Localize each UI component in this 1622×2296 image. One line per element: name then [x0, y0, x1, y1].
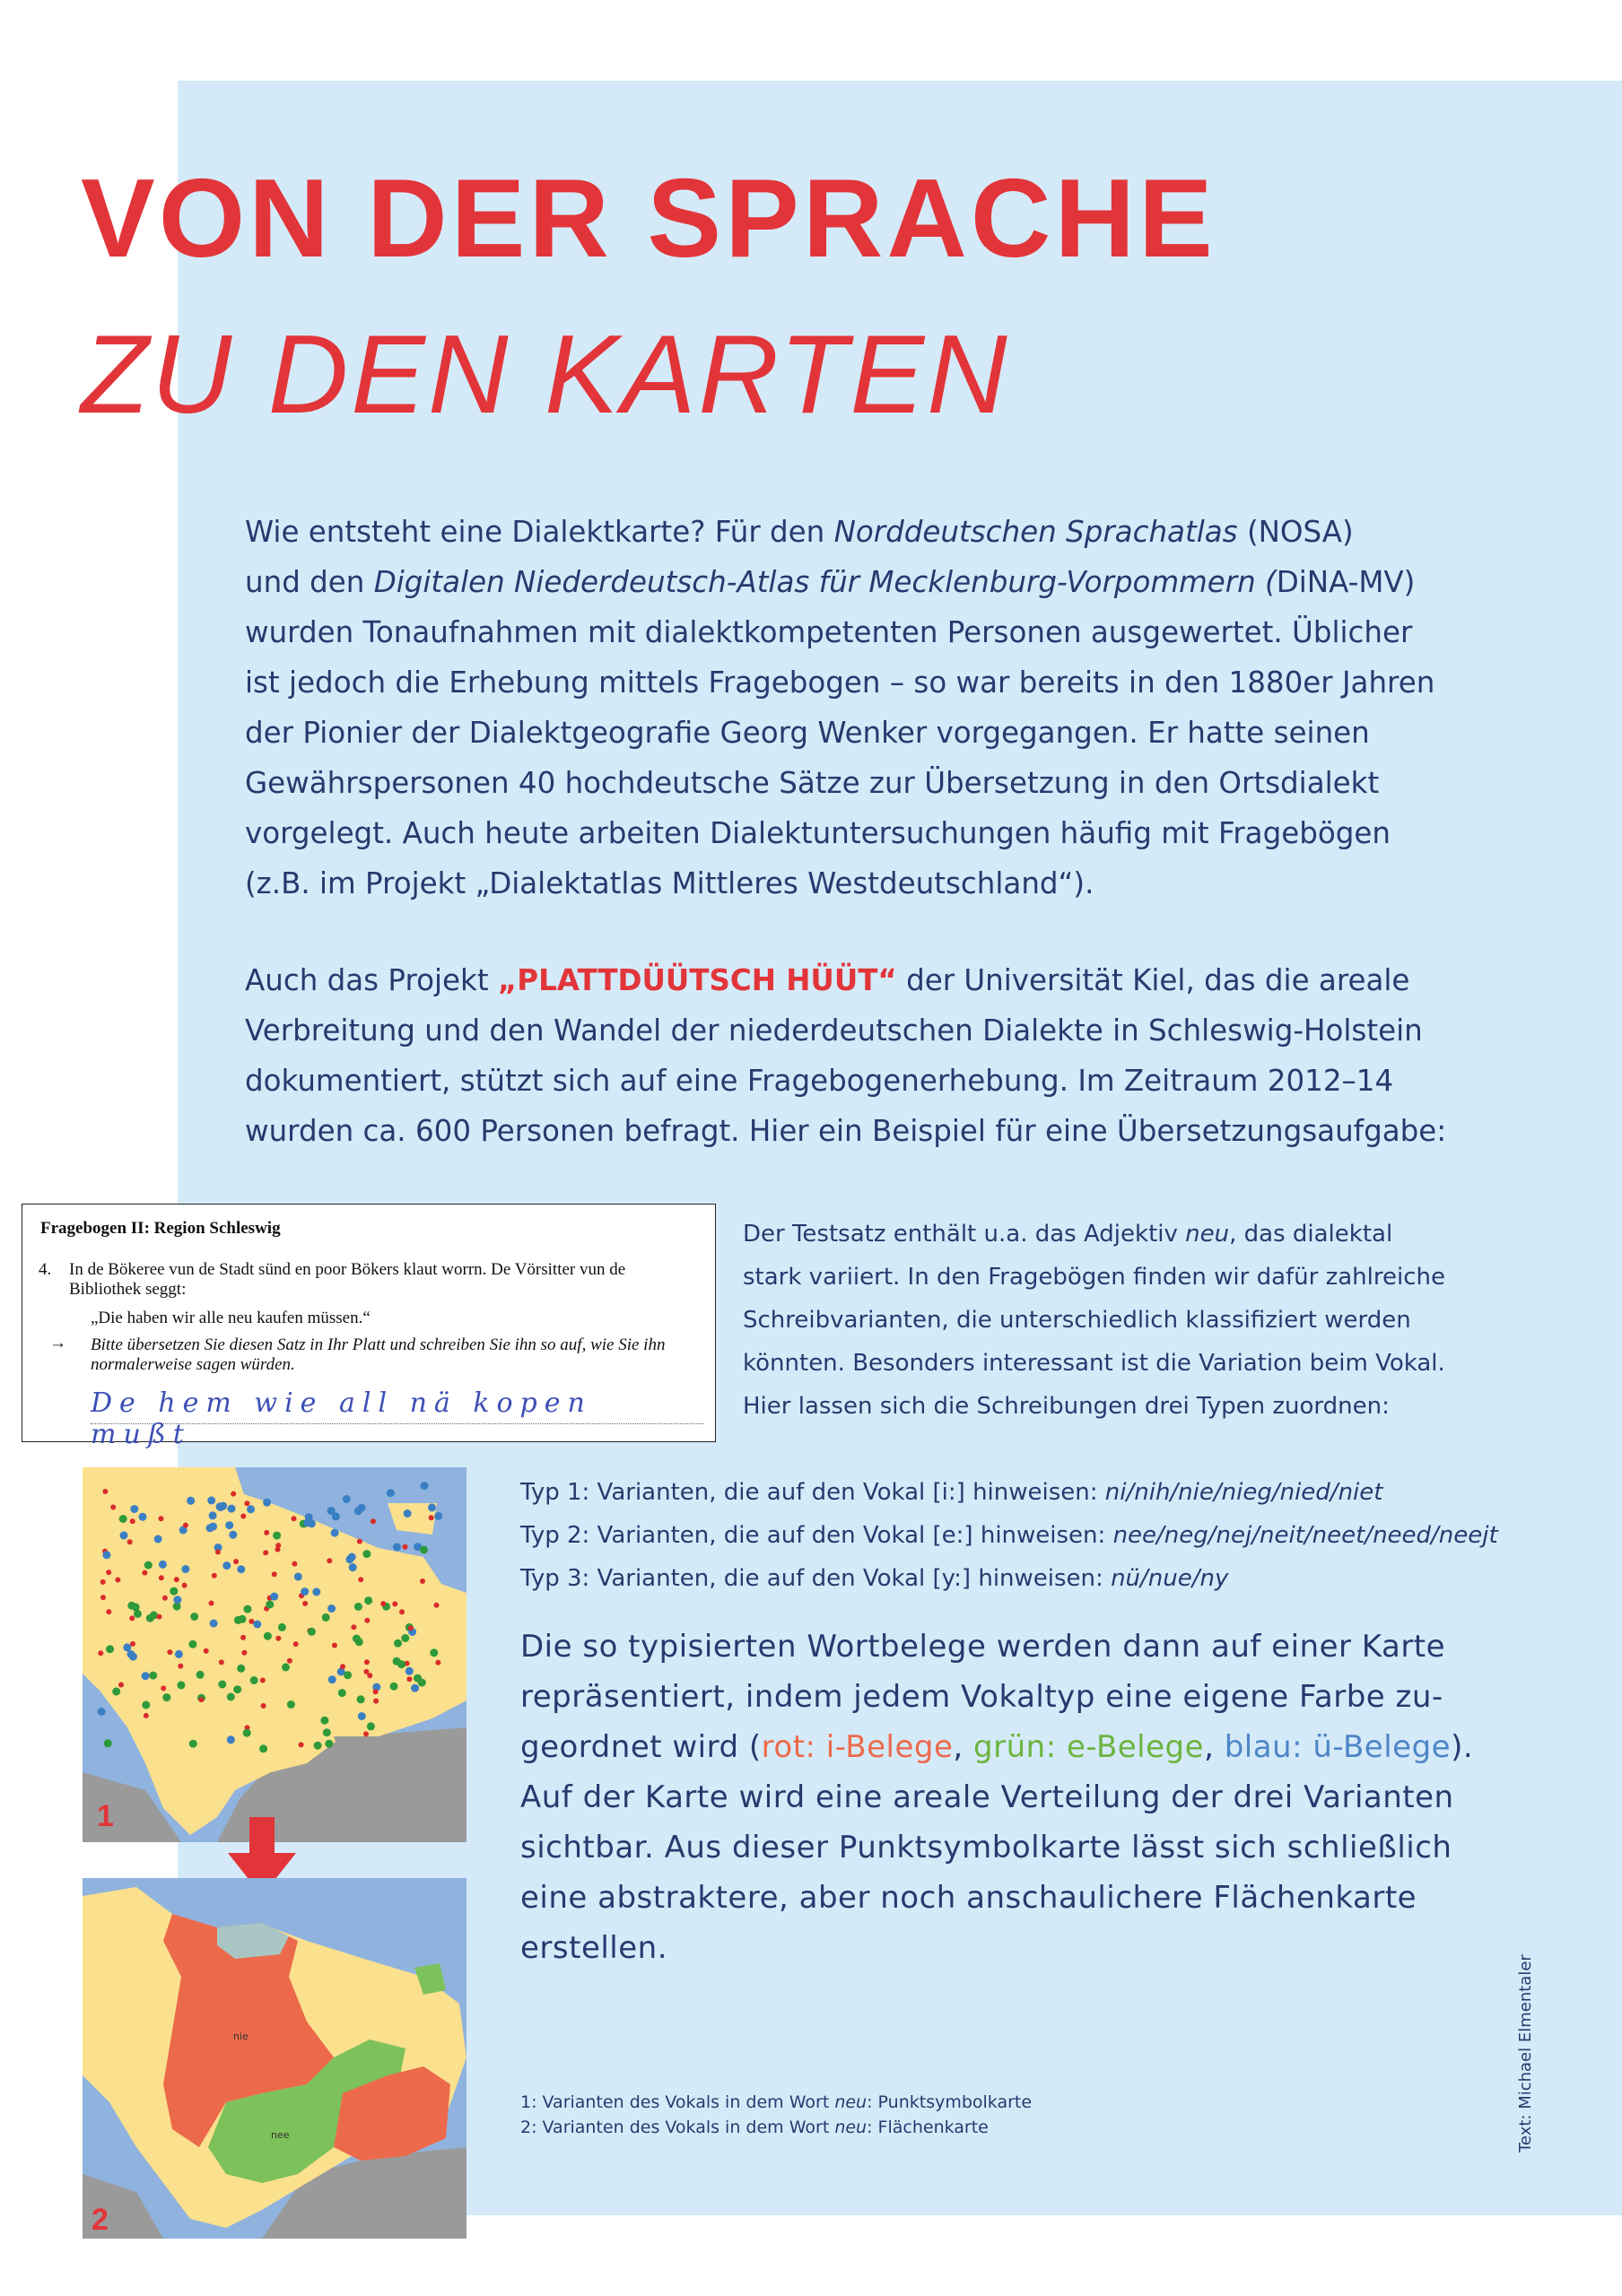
map-dot [261, 1703, 266, 1709]
map-dot [406, 1667, 414, 1675]
map-dot [253, 1621, 261, 1629]
map-dot [328, 1675, 336, 1683]
author-credit: Text: Michael Elmentaler [1516, 1954, 1535, 2152]
map-dot [392, 1601, 397, 1606]
map-dot [272, 1571, 277, 1577]
map-dot [338, 1689, 346, 1697]
map-dot [340, 1664, 345, 1669]
map-dot [293, 1641, 299, 1647]
map-dot [308, 1628, 316, 1636]
map-dot [301, 1587, 309, 1596]
map-dot [100, 1579, 106, 1585]
map-dot [394, 1639, 402, 1648]
map-dot [215, 1549, 221, 1554]
map-dot [240, 1514, 246, 1519]
map-dot [154, 1535, 162, 1544]
map-dot [181, 1565, 189, 1573]
map-dot [420, 1546, 428, 1554]
map-dot [390, 1683, 398, 1691]
map-dot [401, 1634, 409, 1642]
map-dot [196, 1671, 205, 1679]
area-label-nee: nee [271, 2129, 290, 2141]
map-dot [343, 1495, 351, 1503]
map-dot [183, 1523, 188, 1528]
map-dot [227, 1735, 235, 1744]
map-dot [139, 1513, 147, 1521]
map-dot [240, 1635, 246, 1640]
map-dot [159, 1575, 164, 1580]
map-dot [209, 1601, 214, 1606]
map-dot [98, 1650, 103, 1656]
map-dot [349, 1563, 357, 1571]
map-dot [241, 1650, 247, 1656]
map-dot [149, 1672, 157, 1680]
map-dot [222, 1561, 231, 1570]
map-dot [325, 1740, 333, 1748]
map-dot [144, 1561, 153, 1570]
map-dot [373, 1689, 379, 1694]
map-dot [219, 1659, 224, 1665]
map-dot [110, 1505, 116, 1510]
map-dot [332, 1512, 340, 1520]
map-dot [159, 1561, 167, 1569]
type-1: Typ 1: Varianten, die auf den Vokal [i:] hinweisen: ni/nih/nie/nieg/nied/niet [520, 1479, 1383, 1506]
map-dot [118, 1683, 124, 1688]
map-dot [161, 1685, 166, 1691]
map-dot [120, 1531, 128, 1539]
map-dot [127, 1602, 135, 1610]
map-dot [364, 1596, 372, 1605]
map-dot [428, 1503, 436, 1511]
map-dot [173, 1596, 181, 1604]
map-dot [314, 1742, 322, 1750]
map-dot [322, 1613, 330, 1622]
map-dot [244, 1605, 252, 1613]
map-dot [292, 1516, 297, 1521]
map-dot [144, 1713, 149, 1718]
map-dot [434, 1603, 440, 1608]
questionnaire-sentence: In de Bökeree vun de Stadt sünd en poor Bökers klaut worrn. De Vörsitter vun de [69, 1260, 626, 1279]
map-dot [399, 1609, 405, 1614]
map-dot [275, 1543, 281, 1548]
map-dot [430, 1648, 438, 1657]
map-dot [217, 1503, 225, 1511]
map-dot [207, 1497, 215, 1505]
map-dot [190, 1613, 198, 1621]
map-dot [227, 1693, 235, 1701]
map-dot [357, 1695, 365, 1703]
map-dot [420, 1578, 425, 1584]
project-name: „PLATTDÜÜTSCH HÜÜT“ [497, 963, 897, 997]
map-dot [363, 1669, 369, 1674]
map-dot [266, 1600, 274, 1608]
map-dot [354, 1507, 362, 1515]
map-dot [332, 1643, 337, 1648]
map-dot [129, 1615, 135, 1621]
map-dot [115, 1578, 120, 1583]
map-dot [210, 1620, 218, 1628]
project-paragraph: Auch das Projekt „PLATTDÜÜTSCH HÜÜT“ der Universität Kiel, das die areale Verbreitung und den Wandel der niederdeutschen Dialekte in Schleswig-Holstein dokumentiert, stützt sich auf eine Fragebogenerhebung. Im Zeitraum 2012–14 wurden ca. 600 Personen befragt. Hier ein Beispiel für eine Übersetzungsaufgabe: [245, 963, 1447, 1148]
map-dot [371, 1518, 376, 1524]
map-dot [209, 1511, 217, 1519]
map-dot [127, 1539, 133, 1544]
map-dot [157, 1614, 162, 1620]
map-dot [188, 1640, 196, 1648]
map-dot [159, 1516, 164, 1521]
map-dot [320, 1717, 328, 1725]
type-2: Typ 2: Varianten, die auf den Vokal [e:] hinweisen: nee/neg/nej/neit/neet/need/neejt [520, 1522, 1498, 1549]
map-dot [344, 1671, 352, 1679]
map-dot [362, 1550, 371, 1558]
map-dot [387, 1489, 395, 1497]
map-dot [170, 1587, 178, 1596]
map-dot [303, 1518, 311, 1526]
map-dot [282, 1663, 290, 1671]
map-dot [250, 1676, 258, 1684]
map-dot [264, 1632, 272, 1640]
map-dot [174, 1577, 179, 1582]
map-dot [355, 1638, 363, 1646]
point-map-graphic [83, 1467, 467, 1842]
map-dot [434, 1512, 442, 1520]
questionnaire-quote: „Die haben wir alle neu kaufen müssen.“ [91, 1309, 371, 1327]
map-dot [259, 1744, 267, 1752]
map-dot [351, 1624, 356, 1630]
map-dot [142, 1701, 150, 1709]
point-symbol-map [83, 1467, 467, 1842]
questionnaire-header: Fragebogen II: Region Schleswig [40, 1219, 281, 1238]
legend-red: rot: i-Belege [761, 1729, 954, 1765]
map-dot [403, 1544, 408, 1550]
legend-blue: blau: ü-Belege [1224, 1729, 1452, 1765]
area-map [83, 1878, 467, 2239]
map-dot [206, 1524, 214, 1532]
map-dot [142, 1570, 147, 1576]
map-dot [177, 1681, 185, 1689]
map-dot [287, 1658, 292, 1664]
map-dot [406, 1676, 412, 1682]
side-paragraph: Der Testsatz enthält u.a. das Adjektiv neu, das dialektal stark variiert. In den Fragebögen finden wir dafür zahlreiche Schreibvarianten, die unterschiedlich klassifiziert werden könnten. Besonders interessant ist die Variation beim Vokal. Hier lassen sich die Schreibungen drei Typen zuordnen: [743, 1221, 1445, 1420]
map-dot [408, 1625, 414, 1631]
map-dot [189, 1740, 197, 1748]
map-dot [247, 1505, 255, 1513]
map-dot [104, 1739, 112, 1747]
map-dot [397, 1660, 406, 1668]
map-dot [263, 1550, 268, 1555]
map-dot [418, 1679, 426, 1687]
map-dot [212, 1573, 217, 1578]
map-dot [364, 1618, 370, 1623]
map-dot [102, 1551, 110, 1559]
arrow-right-icon: → [49, 1334, 66, 1352]
map-dot [299, 1742, 304, 1747]
map-dot [102, 1489, 108, 1494]
map-dot [380, 1601, 386, 1606]
map-dot [106, 1645, 114, 1653]
map-dot [273, 1532, 281, 1540]
map-dot [233, 1685, 241, 1693]
map-dot [130, 1505, 138, 1513]
intro-paragraph: Wie entsteht eine Dialektkarte? Für den Norddeutschen Sprachatlas (NOSA) und den Digitalen Niederdeutsch-Atlas für Mecklenburg-Vorpommern (DiNA-MV) wurden Tonaufnahmen mit dialektkompetenten Personen ausgewertet. Üblicher ist jedoch die Erhebung mittels Fragebogen – so war bereits in den 1880er Jahren der Pionier der Dialektgeografie Georg Wenker vorgegangen. Er hatte seinen Gewährspersonen 40 hochdeutsche Sätze zur Übersetzung in den Ortsdialekt vorgelegt. Auch heute arbeiten Dialektuntersuchungen häufig mit Fragebögen (z.B. im Projekt „Dialektatlas Mittleres Westdeutschland“). [245, 515, 1435, 900]
map-dot [182, 1583, 187, 1588]
map-dot [112, 1688, 120, 1696]
map-dot [162, 1596, 168, 1601]
map-dot [278, 1623, 286, 1631]
map-dot [130, 1641, 135, 1647]
map-dot [275, 1636, 281, 1641]
area-label-nie: nie [233, 2031, 249, 2042]
page-title-line-1: VON DER SPRACHE [81, 157, 1216, 281]
map-dot [393, 1543, 401, 1551]
map-dot [404, 1509, 412, 1518]
map-dot [263, 1499, 271, 1507]
map-dot [367, 1722, 375, 1730]
map-dot [237, 1665, 245, 1673]
handwritten-answer: De hem wie all nä kopen mußt [91, 1387, 704, 1424]
map-dot [234, 1616, 242, 1624]
map-dot [106, 1609, 111, 1614]
map-dot [363, 1731, 369, 1736]
map-dot [364, 1659, 370, 1665]
area-map-graphic [83, 1878, 467, 2239]
map-dot [123, 1643, 131, 1651]
map-dot [162, 1693, 170, 1701]
map-dot [167, 1649, 172, 1655]
map-dot [411, 1684, 419, 1692]
map-dot [270, 1593, 278, 1601]
legend-green: grün: e-Belege [973, 1729, 1205, 1765]
map-dot [435, 1660, 440, 1665]
map-dot [233, 1559, 239, 1564]
map-dot [130, 1518, 135, 1524]
map-dot [204, 1648, 209, 1654]
map-dot [327, 1558, 332, 1563]
map-dot [346, 1555, 354, 1563]
map-dot [237, 1565, 245, 1573]
map-dot [323, 1728, 331, 1736]
map-dot [178, 1664, 183, 1669]
map-dot [244, 1500, 249, 1506]
page-title-line-2: ZU DEN KARTEN [81, 313, 1010, 437]
map-dot [127, 1650, 135, 1658]
map-dot [312, 1587, 320, 1596]
map-dot [100, 1595, 106, 1600]
map-dot [228, 1505, 236, 1513]
map-dot [373, 1699, 379, 1704]
map-dot [119, 1515, 127, 1523]
map-dot [294, 1573, 302, 1581]
map-captions: 1: Varianten des Vokals in dem Wort neu: Punktsymbolkarte 2: Varianten des Vokals in dem Wort neu: Flächenkarte [520, 2092, 1033, 2137]
map-dot [229, 1531, 237, 1539]
map-dot [357, 1539, 362, 1544]
map-dot [358, 1712, 366, 1720]
map-dot [429, 1515, 434, 1520]
map-number-2: 2 [92, 2203, 109, 2237]
variant-types-list [520, 1471, 1498, 1600]
map-dot [142, 1672, 150, 1680]
map-dot [225, 1521, 233, 1529]
map-dot [287, 1700, 295, 1709]
map-dot [260, 1678, 266, 1683]
map-dot [358, 1577, 363, 1582]
map-dot [106, 1570, 111, 1575]
map-dot [98, 1708, 106, 1716]
map-dot [187, 1497, 195, 1505]
map-dot [218, 1681, 226, 1689]
map-dot [231, 1492, 236, 1497]
type-3: Typ 3: Varianten, die auf den Vokal [y:] hinweisen: nü/nue/ny [520, 1565, 1229, 1592]
map-dot [150, 1611, 158, 1619]
questionnaire-excerpt: Fragebogen II: Region Schleswig 4. In de Bökeree vun de Stadt sünd en poor Bökers klaut worrn. De Vörsitter vun de Bibliothek seggt: „Die haben wir alle neu kaufen müssen.“ → Bitte übersetzen Sie diesen Satz in Ihr Platt und schreiben Sie ihn so auf, wie Sie ihn normalerweise sagen würden. De hem wie all nä kopen mußt [22, 1204, 716, 1442]
summary-paragraph: Die so typisierten Wortbelege werden dann auf einer Karte repräsentiert, indem jedem Vokaltyp eine eigene Farbe zu- geordnet wird (rot: i-Belege, grün: e-Belege, blau: ü-Belege). Auf der Karte wird eine areale Verteilung der drei Varianten sichtbar. Aus dieser Punktsymbolkarte lässt sich schließlich eine abstraktere, aber noch anschaulichere Flächenkarte erstellen. [520, 1629, 1474, 1966]
map-dot [331, 1529, 339, 1537]
map-dot [175, 1650, 183, 1658]
map-dot [302, 1601, 308, 1606]
map-dot [198, 1697, 204, 1702]
map-dot [292, 1561, 297, 1567]
map-number-1: 1 [97, 1799, 114, 1833]
map-dot [264, 1530, 269, 1535]
map-dot [354, 1603, 362, 1611]
map-dot [243, 1729, 251, 1737]
map-dot [327, 1605, 336, 1613]
map-dot [421, 1482, 429, 1490]
